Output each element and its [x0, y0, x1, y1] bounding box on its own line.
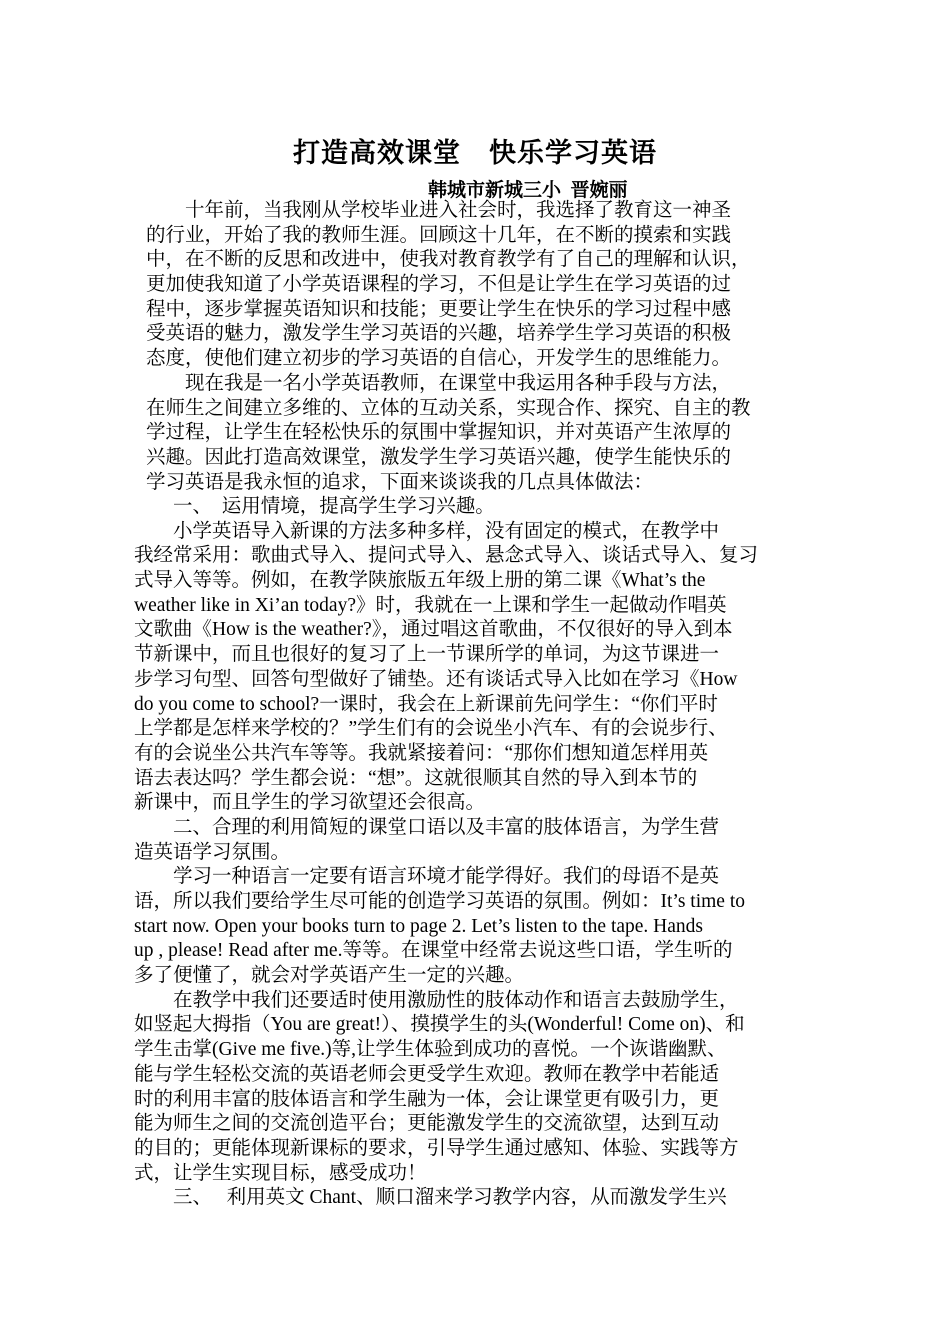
- text-line: 中，在不断的反思和改进中，使我对教育教学有了自己的理解和认识，: [146, 249, 751, 271]
- text-line: 学生击掌(Give me five.)等,让学生体验到成功的喜悦。一个诙谐幽默、: [134, 1039, 727, 1061]
- text-line: 文歌曲《How is the weather?》，通过唱这首歌曲，不仅很好的导入到本: [134, 619, 733, 641]
- section-heading: 二、合理的利用简短的课堂口语以及丰富的肢体语言，为学生营: [134, 816, 720, 838]
- text-line: 小学英语导入新课的方法多种多样，没有固定的模式，在教学中: [134, 520, 720, 542]
- text-line: 在师生之间建立多维的、立体的互动关系，实现合作、探究、自主的教: [146, 397, 751, 419]
- text-line: 十年前，当我刚从学校毕业进入社会时，我选择了教育这一神圣: [146, 200, 732, 221]
- text-line: 我经常采用：歌曲式导入、提问式导入、悬念式导入、谈话式导入、复习: [134, 545, 759, 567]
- section-heading: 造英语学习氛围。: [134, 841, 291, 863]
- intro-section: [146, 199, 826, 495]
- text-line: 节新课中，而且也很好的复习了上一节课所学的单词，为这节课进一: [134, 644, 720, 666]
- text-line: 语，所以我们要给学生尽可能的创造学习英语的氛围。例如：It’s time to: [134, 891, 745, 912]
- text-line: 上学都是怎样来学校的？”学生们有的会说坐小汽车、有的会说步行、: [134, 718, 728, 740]
- text-line: 在教学中我们还要适时使用激励性的肢体动作和语言去鼓励学生，: [134, 989, 739, 1011]
- section-heading: 三、 利用英文 Chant、顺口溜来学习教学内容，从而激发学生兴: [134, 1187, 727, 1209]
- text-line: up , please! Read after me.等等。在课堂中经常去说这些口语，学生听的: [134, 940, 733, 962]
- text-line: 受英语的魅力，激发学生学习英语的兴趣，培养学生学习英语的积极: [146, 323, 732, 345]
- main-section: [134, 495, 824, 1211]
- text-line: 现在我是一名小学英语教师，在课堂中我运用各种手段与方法，: [146, 372, 732, 394]
- text-line: 如竖起大拇指（You are great!）、摸摸学生的头(Wonderful! Come on)、和: [134, 1014, 745, 1036]
- text-line: 有的会说坐公共汽车等等。我就紧接着问：“那你们想知道怎样用英: [134, 742, 709, 764]
- text-line: 态度，使他们建立初步的学习英语的自信心，开发学生的思维能力。: [146, 348, 732, 370]
- text-line: 的目的；更能体现新课标的要求，引导学生通过感知、体验、实践等方: [134, 1137, 739, 1159]
- text-line: 时的利用丰富的肢体语言和学生融为一体，会让课堂更有吸引力，更: [134, 1088, 720, 1110]
- text-line: 步学习句型、回答句型做好了铺垫。还有谈话式导入比如在学习《How: [134, 668, 738, 690]
- text-line: 能为师生之间的交流创造平台；更能激发学生的交流欲望，达到互动: [134, 1113, 720, 1135]
- text-line: 式，让学生实现目标，感受成功！: [134, 1162, 427, 1184]
- text-line: start now. Open your books turn to page 2. Let’s listen to the tape. Hands: [134, 915, 704, 937]
- text-line: 学习一种语言一定要有语言环境才能学得好。我们的母语不是英: [134, 866, 720, 888]
- text-line: 更加使我知道了小学英语课程的学习，不但是让学生在学习英语的过: [146, 274, 732, 296]
- document-author: 韩城市新城三小 晋婉丽: [428, 180, 628, 201]
- document-title: 打造高效课堂 快乐学习英语: [293, 138, 657, 168]
- text-line: 语去表达吗？学生都会说：“想”。这就很顺其自然的导入到本节的: [134, 767, 698, 789]
- text-line: 新课中，而且学生的学习欲望还会很高。: [134, 792, 486, 814]
- text-line: do you come to school?一课时，我会在上新课前先问学生：“你们平时: [134, 693, 718, 715]
- text-line: 多了便懂了，就会对学英语产生一定的兴趣。: [134, 965, 525, 987]
- text-line: 式导入等等。例如，在教学陕旅版五年级上册的第二课《What’s the: [134, 570, 706, 592]
- text-line: 兴趣。因此打造高效课堂，激发学生学习英语兴趣，使学生能快乐的: [146, 446, 732, 468]
- text-line: 学过程，让学生在轻松快乐的氛围中掌握知识，并对英语产生浓厚的: [146, 422, 732, 444]
- text-line: weather like in Xi’an today?》时，我就在一上课和学生一起做动作唱英: [134, 594, 727, 616]
- text-line: 学习英语是我永恒的追求，下面来谈谈我的几点具体做法：: [146, 471, 654, 493]
- text-line: 程中，逐步掌握英语知识和技能；更要让学生在快乐的学习过程中感: [146, 298, 732, 320]
- text-line: 能与学生轻松交流的英语老师会更受学生欢迎。教师在教学中若能适: [134, 1063, 720, 1085]
- text-line: 的行业，开始了我的教师生涯。回顾这十几年，在不断的摸索和实践: [146, 224, 732, 246]
- section-heading: 一、 运用情境，提高学生学习兴趣。: [134, 496, 495, 517]
